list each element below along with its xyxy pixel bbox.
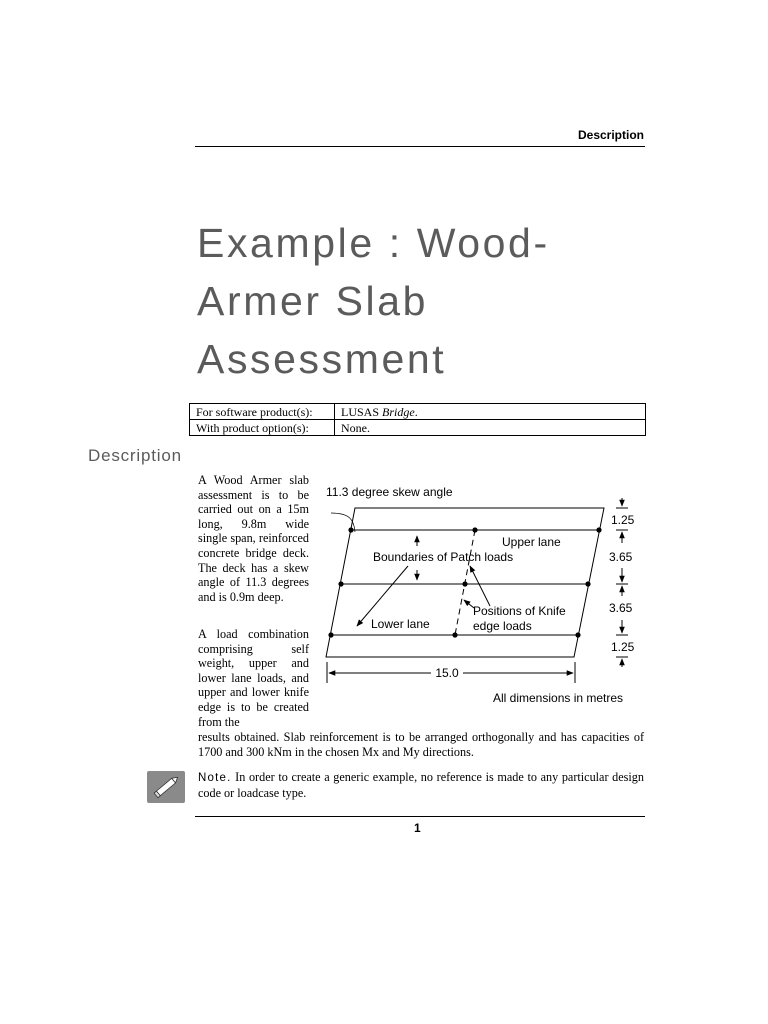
option-value: None. [335, 420, 646, 436]
product-value [335, 404, 646, 420]
table-row [190, 404, 646, 420]
option-label: With product option(s): [190, 420, 335, 436]
knife-label-line-2: edge loads [473, 619, 532, 633]
skew-angle-label: 11.3 degree skew angle [326, 485, 453, 499]
note-label: Note. [198, 772, 232, 784]
length-label: 15.0 [435, 666, 459, 680]
note-paragraph [198, 770, 644, 800]
title-line-2: Armer Slab [197, 278, 429, 324]
product-label: For software product(s): [190, 404, 335, 420]
header-section-label: Description [577, 128, 644, 142]
header-rule [195, 146, 645, 147]
lower-lane-label: Lower lane [371, 617, 430, 631]
product-value-italic: Bridge [382, 404, 415, 419]
dim-label-2: 3.65 [609, 550, 633, 564]
product-table [189, 403, 646, 436]
knife-arrow-upper [470, 566, 490, 606]
units-note: All dimensions in metres [493, 691, 624, 705]
boundaries-label: Boundaries of Patch loads [373, 550, 514, 564]
dim-label-1: 1.25 [611, 513, 635, 527]
skew-slab-diagram [310, 475, 650, 715]
product-value-prefix: LUSAS [341, 404, 383, 419]
paragraph-load-combination: A load combination comprising self weight, upper and lower lane loads, and upper and lower knife edge is to be created from the [198, 627, 309, 729]
product-value-suffix: . [414, 404, 418, 419]
page-title [197, 214, 647, 388]
title-line-1: Example : Wood- [197, 220, 550, 266]
knife-label-line-1: Positions of Knife [473, 604, 566, 618]
paragraph-reinforcement: results obtained. Slab reinforcement is to be arranged orthogonally and has capacities of 1700 and 300 kNm in the chosen Mx and My directions. [198, 730, 644, 759]
pencil-icon [147, 771, 185, 803]
table-row [190, 420, 646, 436]
title-line-3: Assessment [197, 336, 447, 382]
note-text: In order to create a generic example, no reference is made to any particular design code or loadcase type. [198, 770, 644, 800]
upper-lane-label: Upper lane [502, 535, 561, 549]
page-number: 1 [414, 821, 421, 835]
paragraph-intro: A Wood Armer slab assessment is to be carried out on a 15m long, 9.8m wide single span, reinforced concrete bridge deck. The deck has a skew angle of 11.3 degrees and is 0.9m deep. [198, 473, 309, 604]
section-heading: Description [88, 446, 182, 465]
footer-rule [195, 816, 645, 817]
dim-label-4: 1.25 [611, 640, 635, 654]
dim-label-3: 3.65 [609, 601, 633, 615]
